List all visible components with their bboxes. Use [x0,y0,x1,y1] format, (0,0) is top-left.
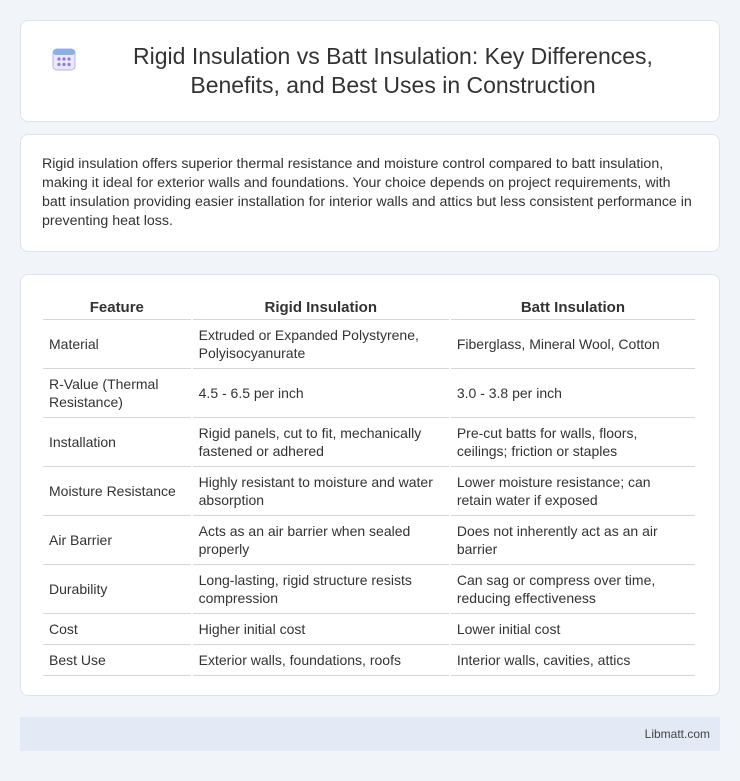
table-row [43,614,695,645]
rigid-cell: 4.5 - 6.5 per inch [193,369,449,418]
title-wrap [51,42,689,100]
feature-cell: Cost [43,614,191,645]
feature-cell: Material [43,320,191,369]
rigid-cell: Rigid panels, cut to fit, mechanically fastened or adhered [193,418,449,467]
feature-cell: Installation [43,418,191,467]
rigid-cell: Highly resistant to moisture and water absorption [193,467,449,516]
table-row [43,369,695,418]
rigid-cell: Exterior walls, foundations, roofs [193,645,449,676]
batt-cell: Does not inherently act as an air barrier [451,516,695,565]
batt-cell: Can sag or compress over time, reducing effectiveness [451,565,695,614]
table-row [43,320,695,369]
rigid-cell: Long-lasting, rigid structure resists compression [193,565,449,614]
rigid-cell: Extruded or Expanded Polystyrene, Polyisocyanurate [193,320,449,369]
feature-cell: Air Barrier [43,516,191,565]
table-header-row [43,295,695,320]
column-header-rigid: Rigid Insulation [193,295,449,320]
footer-bar [20,717,720,751]
table-row [43,418,695,467]
title-card [20,20,720,122]
batt-cell: 3.0 - 3.8 per inch [451,369,695,418]
column-header-feature: Feature [43,295,191,320]
table-row [43,565,695,614]
calendar-grid-icon [51,46,77,72]
rigid-cell: Acts as an air barrier when sealed properly [193,516,449,565]
comparison-table [41,295,697,676]
rigid-cell: Higher initial cost [193,614,449,645]
table-row [43,645,695,676]
feature-cell: Moisture Resistance [43,467,191,516]
comparison-card [20,274,720,696]
page-title: Rigid Insulation vs Batt Insulation: Key Differences, Benefits, and Best Uses in Construction [133,43,653,98]
footer-site-link[interactable]: Libmatt.com [644,727,710,741]
batt-cell: Lower initial cost [451,614,695,645]
intro-card [20,134,720,252]
batt-cell: Fiberglass, Mineral Wool, Cotton [451,320,695,369]
batt-cell: Interior walls, cavities, attics [451,645,695,676]
batt-cell: Lower moisture resistance; can retain water if exposed [451,467,695,516]
table-row [43,467,695,516]
intro-paragraph: Rigid insulation offers superior thermal resistance and moisture control compared to batt insulation, making it ideal for exterior walls and foundations. Your choice depends on project requirements, with batt insulation providing easier installation for interior walls and attics but less consistent performance in preventing heat loss. [42,156,692,229]
feature-cell: R-Value (Thermal Resistance) [43,369,191,418]
table-row [43,516,695,565]
column-header-batt: Batt Insulation [451,295,695,320]
feature-cell: Durability [43,565,191,614]
feature-cell: Best Use [43,645,191,676]
batt-cell: Pre-cut batts for walls, floors, ceilings; friction or staples [451,418,695,467]
